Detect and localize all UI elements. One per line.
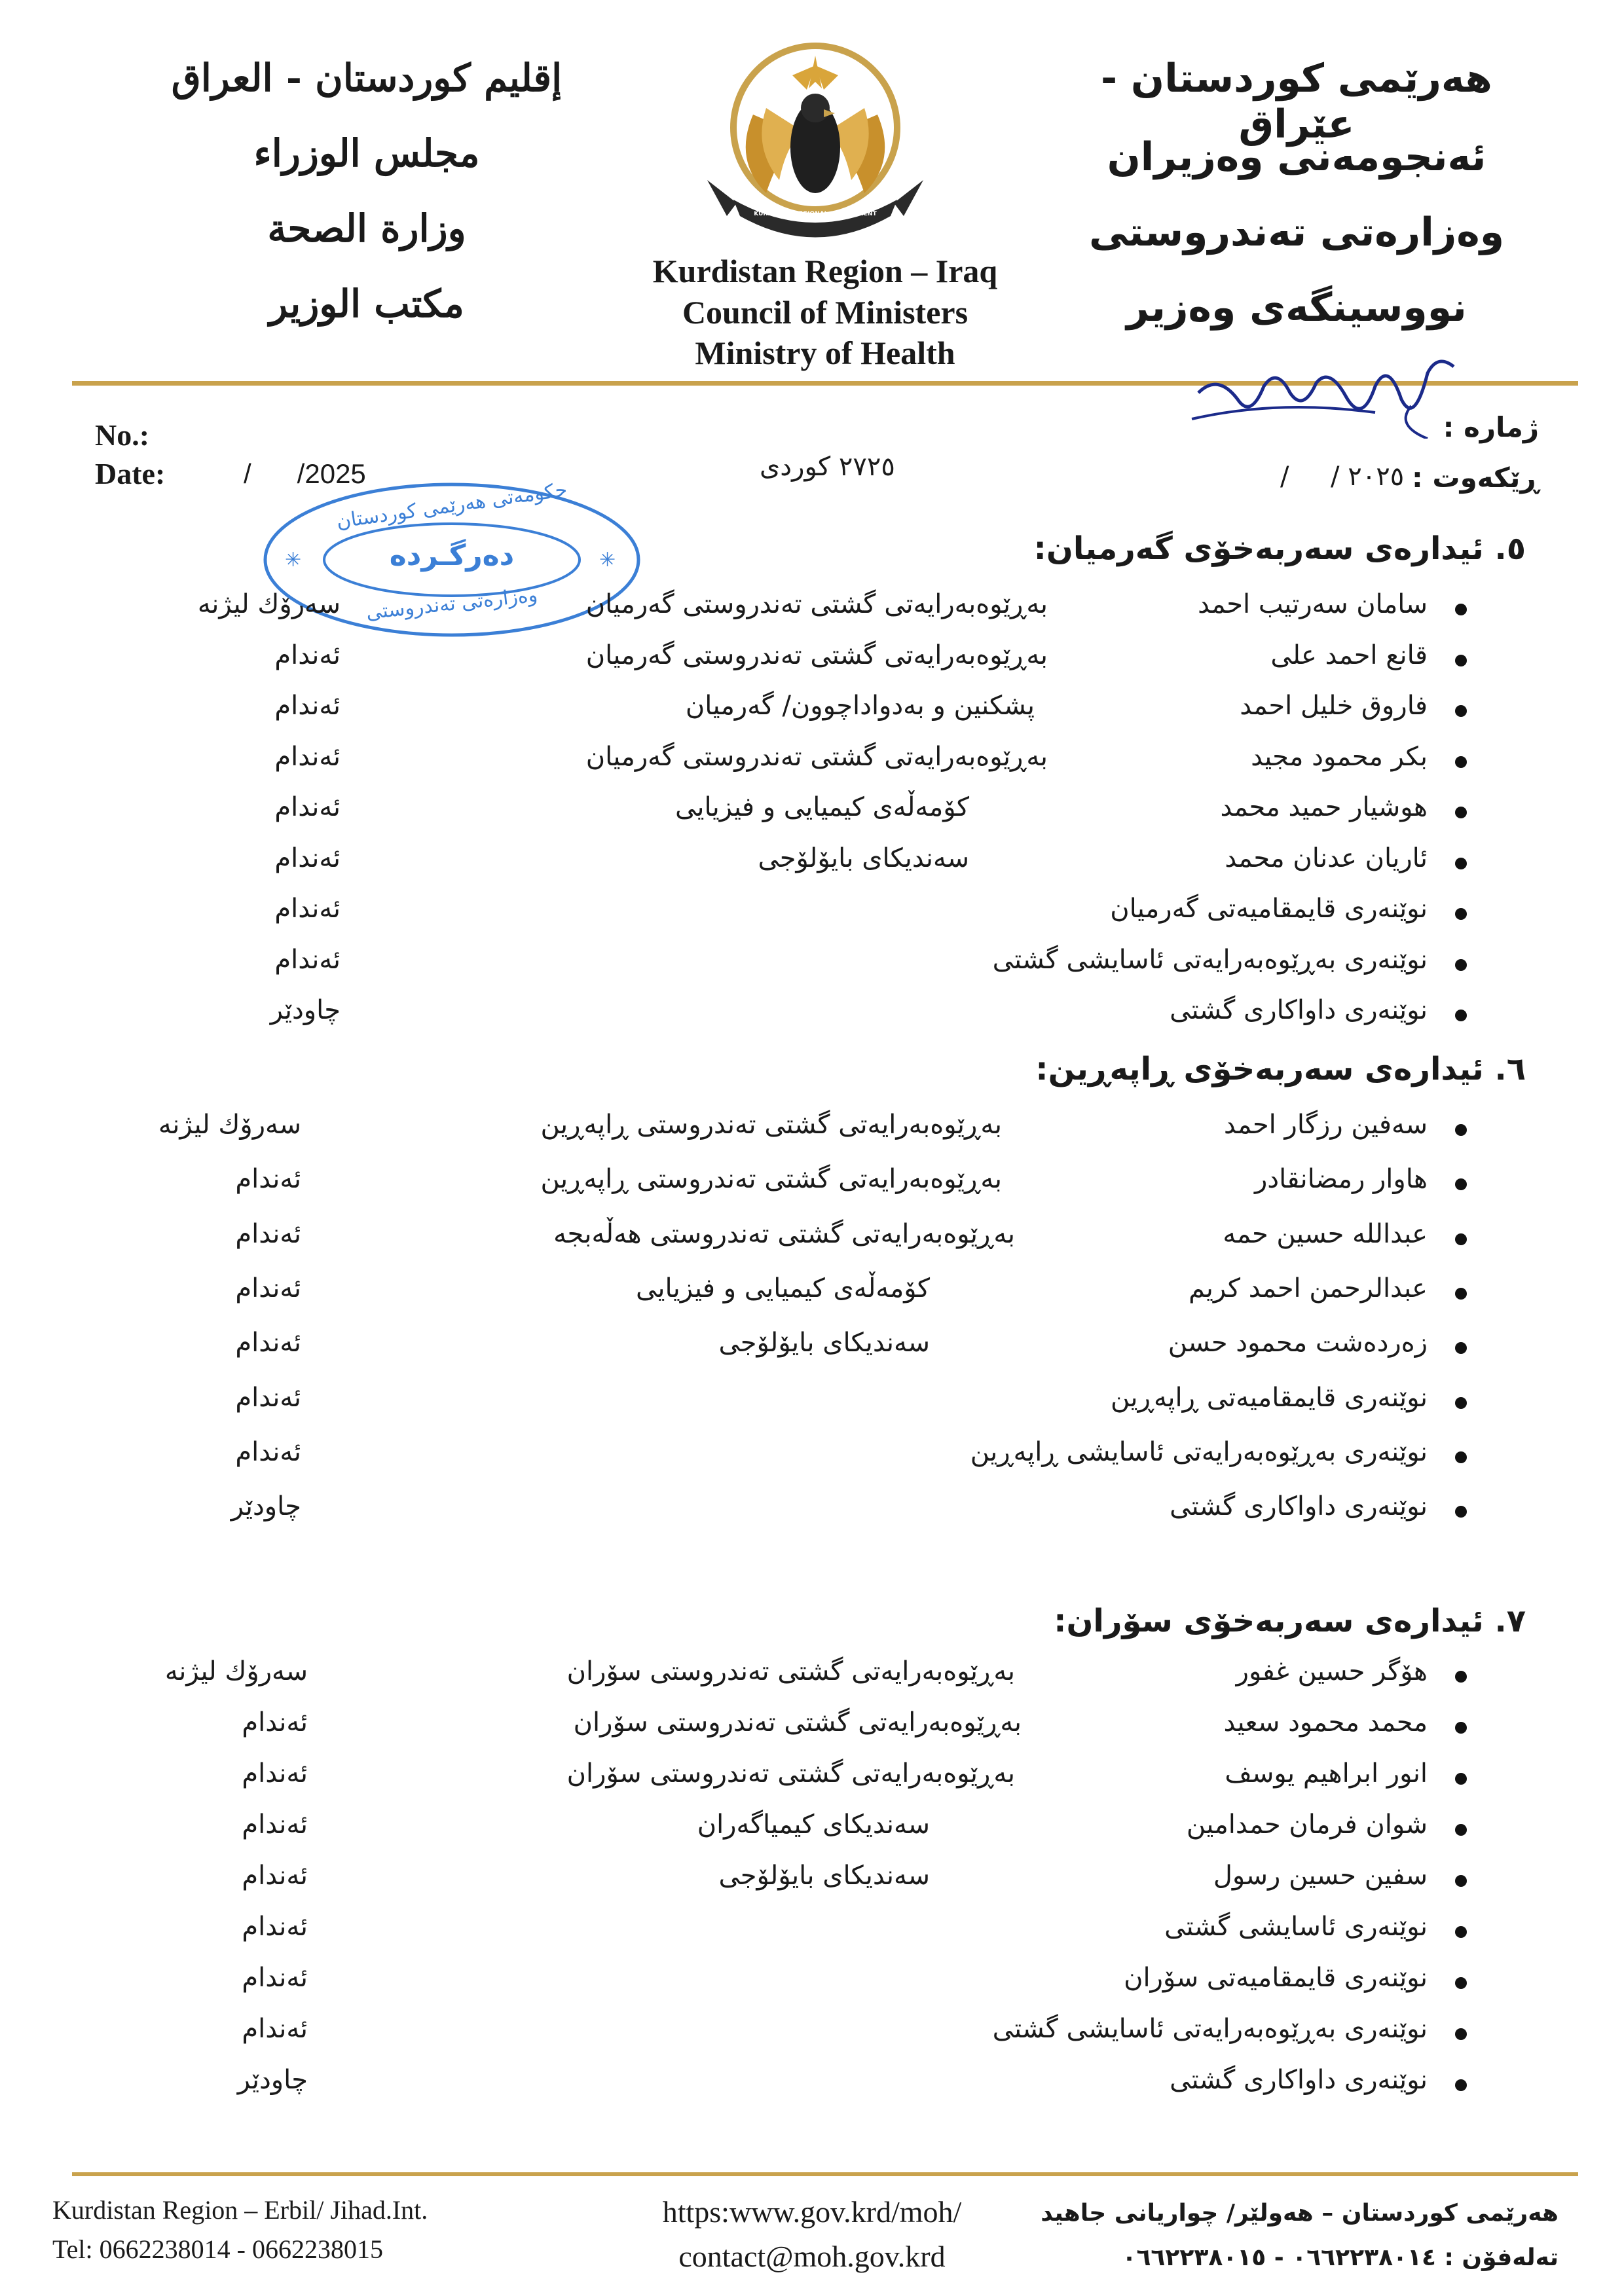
member-role: ئەندام [235,1437,301,1467]
stamp-outer-top-text: حكومەتی هەرێمی كوردستان [335,478,569,534]
member-role: سەرۆك لیژنە [197,589,341,619]
member-organization: كۆمەڵەی كیمیایی و فیزیایی [674,792,969,822]
footer-address-ku: هەرێمی كوردستان – هەولێر/ چواریانی جاهید [1041,2200,1559,2227]
list-item [0,2065,1624,2111]
list-item [0,1861,1624,1906]
header-arabic-line-3: وزارة الصحة [267,206,466,251]
bullet-icon [1455,1671,1467,1683]
header-arabic-line-4: مكتب الوزير [269,282,464,326]
list-item [0,1328,1624,1374]
member-organization: پشكنین و بەدواداچوون/ گەرمیان [685,691,1035,721]
member-name: نوێنەری داواكاری گشتی [1170,995,1428,1025]
list-item [0,1273,1624,1319]
footer-divider [72,2172,1578,2176]
list-item [0,1219,1624,1265]
list-item [0,1912,1624,1958]
member-name: نوێنەری ئاسایشی گشتی [1164,1912,1428,1942]
stamp-outer-bottom-text: وەزارەتی تەندروستی [365,583,539,625]
member-name: نوێنەری بەڕێوەبەرایەتی ئاسایشی گشتی [992,945,1428,975]
date-value-en: / /2025 [244,458,366,489]
list-item [0,1110,1624,1156]
member-name: زەردەشت محمود حسن [1168,1328,1428,1358]
svg-text:✳: ✳ [599,549,616,572]
svg-text:✳: ✳ [285,549,302,572]
member-name: انور ابراهیم یوسف [1225,1758,1428,1789]
bullet-icon [1455,604,1467,615]
member-organization: بەڕێوەبەرایەتی گشتی تەندروستی سۆران [566,1656,1015,1686]
list-item [0,640,1624,686]
emblem-ribbon-text: KURDISTAN REGIONAL GOVERNMENT [754,211,877,217]
member-role: ئەندام [242,1707,308,1738]
member-role: ئەندام [274,691,341,721]
member-role: سەرۆك لیژنە [158,1110,301,1140]
bullet-icon [1455,1288,1467,1300]
member-role: ئەندام [235,1164,301,1194]
member-name: نوێنەری داواكاری گشتی [1170,1491,1428,1522]
list-item [0,995,1624,1041]
list-item [0,589,1624,635]
member-role: ئەندام [242,1758,308,1789]
bullet-icon [1455,858,1467,869]
list-item [0,1383,1624,1429]
date-value-ku: ٢٠٢٥ / / [1280,462,1405,492]
member-organization: بەڕێوەبەرایەتی گشتی تەندروستی گەرمیان [585,742,1048,772]
bullet-icon [1455,655,1467,666]
list-item [0,792,1624,838]
bullet-icon [1455,908,1467,920]
handwritten-number-signature [1179,347,1480,439]
member-name: بكر محمود مجید [1251,742,1428,772]
member-role: چاودێر [231,1491,301,1522]
bullet-icon [1455,807,1467,818]
number-label-ku: ژمارە : [1443,411,1539,443]
bullet-icon [1455,1124,1467,1136]
member-name: نوێنەری بەڕێوەبەرایەتی ئاسایشی گشتی [992,2014,1428,2044]
member-role: ئەندام [242,1810,308,1840]
member-name: فاروق خلیل احمد [1240,691,1428,721]
bullet-icon [1455,2028,1467,2040]
bullet-icon [1455,1397,1467,1409]
list-item [0,1437,1624,1483]
header-english-line-3: Ministry of Health [695,335,955,371]
member-name: سفین حسین رسول [1213,1861,1428,1891]
list-item [0,843,1624,889]
member-name: هۆگر حسین غفور [1236,1656,1428,1686]
bullet-icon [1455,756,1467,768]
bullet-icon [1455,1875,1467,1887]
bullet-icon [1455,1342,1467,1354]
header-kurdish-line-1: هەرێمی كوردستان - عێراق [1101,56,1492,147]
stamp-center-text: دەرگـردە [389,539,515,572]
list-item [0,1164,1624,1210]
member-role: ئەندام [235,1383,301,1413]
list-item [0,1963,1624,2009]
member-name: ئاریان عدنان محمد [1225,843,1428,873]
member-name: نوێنەری قایمقامیەتی سۆران [1124,1963,1428,1993]
bullet-icon [1455,1773,1467,1785]
footer-website-link[interactable]: https:www.gov.krd/moh/ [662,2195,962,2229]
footer-email-link[interactable]: contact@moh.gov.krd [678,2240,946,2273]
member-organization: بەڕێوەبەرایەتی گشتی تەندروستی گەرمیان [585,640,1048,670]
member-name: هاوار رمضانقادر [1254,1164,1428,1194]
member-role: سەرۆك لیژنە [164,1656,308,1686]
member-name: سەفین رزگار احمد [1223,1110,1428,1140]
list-item [0,1656,1624,1702]
member-role: ئەندام [274,640,341,670]
section-title: ٥. ئیدارەی سەربەخۆی گەرمیان: [1033,530,1526,567]
member-role: ئەندام [274,894,341,924]
member-role: ئەندام [274,945,341,975]
header-kurdish-line-3: وەزارەتی تەندروستی [1088,210,1505,255]
header-english-line-1: Kurdistan Region – Iraq [652,253,998,289]
member-role: چاودێر [270,995,341,1025]
header-kurdish-line-4: نووسینگەی وەزیر [1126,285,1467,331]
list-item [0,1491,1624,1537]
member-organization: بەڕێوەبەرایەتی گشتی تەندروستی گەرمیان [585,589,1048,619]
member-role: ئەندام [242,2014,308,2044]
member-organization: بەڕێوەبەرایەتی گشتی تەندروستی هەڵەبجە [553,1219,1015,1249]
list-item [0,691,1624,737]
member-role: ئەندام [242,1861,308,1891]
member-name: قانع احمد علی [1270,640,1428,670]
bullet-icon [1455,1926,1467,1938]
number-label-en: No.: [95,418,150,452]
section-title: ٧. ئیدارەی سەربەخۆی سۆران: [1054,1603,1526,1639]
member-organization: سەندیكای بایۆلۆجی [718,1861,930,1891]
header-arabic-line-2: مجلس الوزراء [253,131,480,175]
list-item [0,1707,1624,1753]
bullet-icon [1455,705,1467,717]
member-role: ئەندام [242,1912,308,1942]
footer-tel-en: Tel: 0662238014 - 0662238015 [52,2234,383,2264]
member-organization: بەڕێوەبەرایەتی گشتی تەندروستی ڕاپەڕین [540,1164,1002,1194]
member-name: عبدالله حسین حمه [1223,1219,1428,1249]
member-role: ئەندام [274,792,341,822]
bullet-icon [1455,1233,1467,1245]
member-name: شوان فرمان حمدامین [1186,1810,1428,1840]
member-name: هوشیار حمید محمد [1220,792,1428,822]
bullet-icon [1455,1451,1467,1463]
list-item [0,1810,1624,1855]
member-organization: سەندیكای كیمیاگەران [697,1810,930,1840]
member-organization: كۆمەڵەی كیمیایی و فیزیایی [635,1273,930,1303]
member-name: محمد محمود سعید [1223,1707,1428,1738]
member-name: نوێنەری بەڕێوەبەرایەتی ئاسایشی ڕاپەڕین [970,1437,1428,1467]
member-name: نوێنەری داواكاری گشتی [1170,2065,1428,2095]
list-item [0,1758,1624,1804]
list-item [0,894,1624,939]
header-arabic-line-1: إقليم كوردستان - العراق [171,56,563,100]
member-role: ئەندام [274,843,341,873]
header-kurdish-line-2: ئەنجومەنی وەزیران [1107,134,1486,180]
member-name: عبدالرحمن احمد كریم [1189,1273,1428,1303]
kurdish-year: ٢٧٢٥ كوردی [760,452,895,482]
bullet-icon [1455,959,1467,971]
section-title: ٦. ئیدارەی سەربەخۆی ڕاپەڕین: [1035,1051,1526,1087]
member-role: ئەندام [242,1963,308,1993]
bullet-icon [1455,1722,1467,1734]
bullet-icon [1455,1506,1467,1518]
member-name: نوێنەری قایمقامیەتی گەرمیان [1110,894,1428,924]
bullet-icon [1455,1010,1467,1021]
list-item [0,945,1624,991]
member-role: ئەندام [235,1273,301,1303]
member-name: نوێنەری قایمقامیەتی ڕاپەڕین [1110,1383,1428,1413]
bullet-icon [1455,2079,1467,2091]
member-organization: بەڕێوەبەرایەتی گشتی تەندروستی ڕاپەڕین [540,1110,1002,1140]
date-label-ku: ڕێكەوت : [1411,462,1539,494]
member-organization: بەڕێوەبەرایەتی گشتی تەندروستی سۆران [573,1707,1022,1738]
member-organization: بەڕێوەبەرایەتی گشتی تەندروستی سۆران [566,1758,1015,1789]
list-item [0,742,1624,788]
list-item [0,2014,1624,2060]
member-role: ئەندام [274,742,341,772]
member-role: ئەندام [235,1219,301,1249]
member-organization: سەندیكای بایۆلۆجی [758,843,969,873]
member-role: ئەندام [235,1328,301,1358]
member-organization: سەندیكای بایۆلۆجی [718,1328,930,1358]
footer-address-en: Kurdistan Region – Erbil/ Jihad.Int. [52,2195,428,2225]
member-name: سامان سەرتیب احمد [1198,589,1428,619]
bullet-icon [1455,1977,1467,1989]
header-english-line-2: Council of Ministers [682,294,969,331]
footer-tel-ku: تەلەفۆن : ٠٦٦٢٢٣٨٠١٤ - ٠٦٦٢٢٣٨٠١٥ [1122,2244,1559,2271]
member-role: چاودێر [237,2065,308,2095]
bullet-icon [1455,1824,1467,1836]
date-label-en: Date: [95,457,166,490]
bullet-icon [1455,1178,1467,1190]
